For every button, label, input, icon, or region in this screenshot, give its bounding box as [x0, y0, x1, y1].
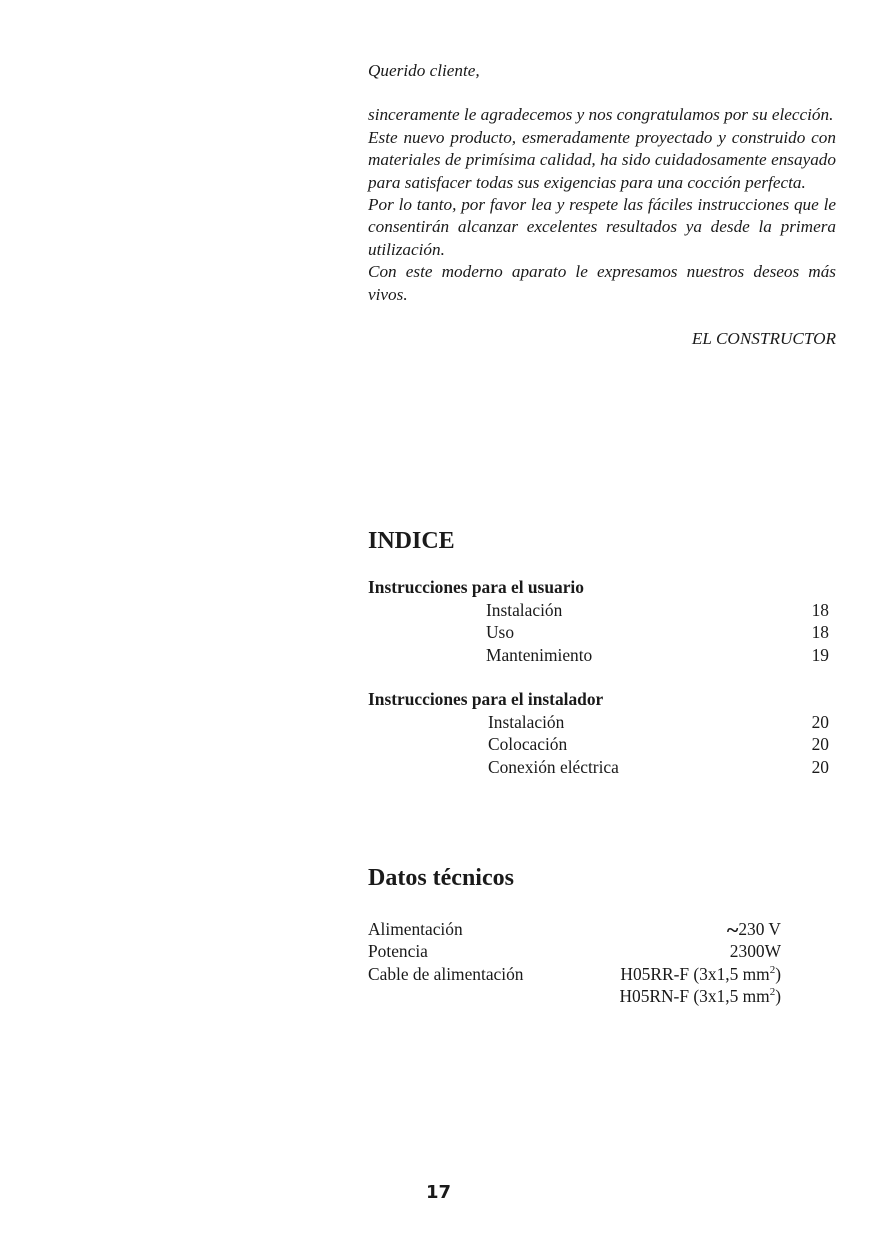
tech-value: ~230 V	[726, 916, 781, 942]
index-section	[368, 530, 836, 778]
index-entry	[368, 621, 836, 643]
tech-value: 2300W	[729, 941, 781, 962]
index-entry	[368, 644, 836, 666]
index-entry-label: Uso	[486, 622, 515, 643]
index-entry-label: Mantenimiento	[486, 644, 593, 665]
index-entry	[368, 733, 836, 755]
index-entry-label: Colocación	[488, 734, 568, 755]
technical-data-section	[368, 867, 836, 1008]
index-entry-label: Instalación	[486, 599, 563, 620]
letter-paragraph: Por lo tanto, por favor lea y respete las fáciles instrucciones que le consentirán alcanzar excelentes resultados ya desde la primera utilización.	[368, 195, 836, 259]
letter-paragraph: sinceramente le agradecemos y nos congratulamos por su elección.	[368, 105, 834, 125]
welcome-letter	[368, 60, 836, 350]
page-number: 17	[426, 1182, 452, 1203]
index-entry-label: Conexión eléctrica	[488, 756, 619, 777]
index-entry-page: 20	[811, 711, 829, 732]
tech-row-cable	[368, 963, 836, 986]
index-entry-page: 18	[811, 599, 829, 620]
index-entry-label: Instalación	[488, 711, 565, 732]
index-entry	[368, 756, 836, 778]
installer-instructions-title: Instrucciones para el instalador	[368, 689, 604, 710]
index-entry-page: 20	[811, 756, 829, 777]
tech-label: Cable de alimentación	[368, 963, 524, 984]
technical-data-title: Datos técnicos	[368, 865, 514, 891]
index-entry	[368, 599, 836, 621]
index-entry	[368, 711, 836, 733]
tech-row-supply	[368, 918, 836, 941]
user-instructions-title: Instrucciones para el usuario	[368, 577, 584, 598]
index-entry-page: 20	[811, 734, 829, 755]
tech-label: Potencia	[368, 941, 428, 962]
letter-paragraph: Este nuevo producto, esmeradamente proyectado y construido con materiales de primísima calidad, ha sido cuidadosamente ensayado para satisfacer todas sus exigencias para una cocción perfecta.	[368, 127, 836, 192]
tech-row-power	[368, 940, 836, 963]
tech-row-cable-alt	[368, 985, 836, 1008]
index-entry-page: 18	[811, 622, 829, 643]
letter-greeting: Querido cliente,	[368, 61, 480, 80]
alternating-current-icon: ~	[726, 916, 739, 942]
index-entry-page: 19	[811, 644, 829, 665]
tech-label: Alimentación	[368, 918, 463, 939]
tech-value: H05RR-F (3x1,5 $mm^2$)	[620, 963, 781, 984]
letter-paragraph: Con este moderno aparato le expresamos nuestros deseos más vivos.	[368, 262, 836, 304]
tech-value: H05RN-F (3x1,5 $mm^2$)	[619, 986, 781, 1007]
letter-signature: EL CONSTRUCTOR	[691, 329, 836, 349]
index-title: INDICE	[368, 528, 455, 554]
